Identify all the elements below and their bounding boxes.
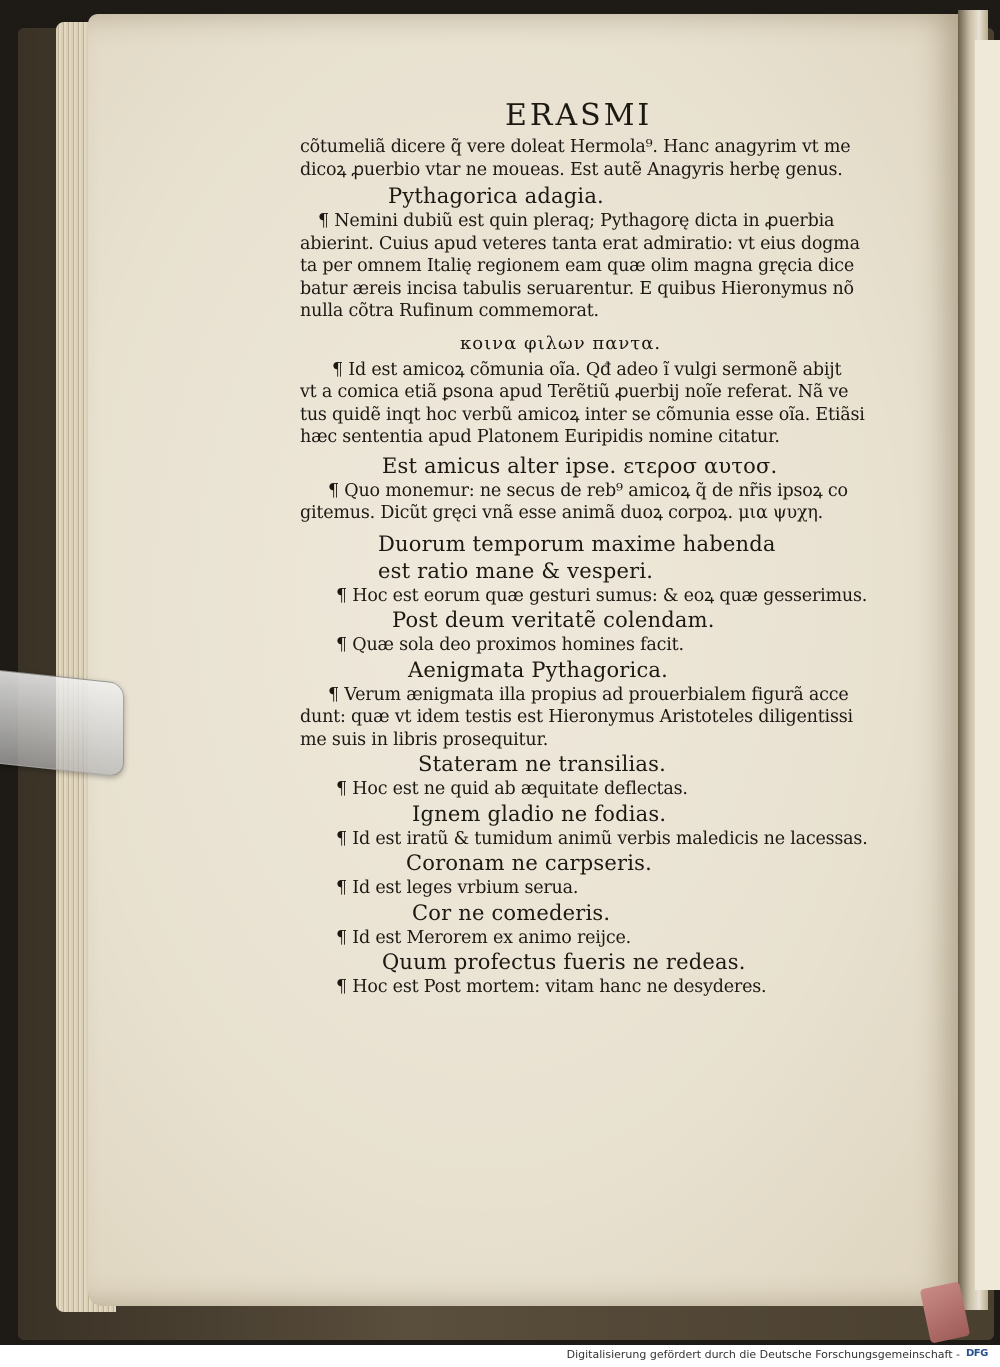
text-line: dicoꝝ ꝓuerbio vtar ne moueas. Est autẽ Anagyris herbę genus. [300, 159, 843, 180]
text-line: ¶ Id est Merorem ex animo reijce. [336, 927, 632, 948]
running-head: ERASMI [505, 98, 653, 133]
section-heading: Ignem gladio ne fodias. [412, 801, 667, 826]
section-heading: est ratio mane & vesperi. [378, 558, 654, 583]
text-line: ¶ Id est leges vrbium serua. [336, 878, 579, 898]
section-heading: Duorum temporum maxime habenda [378, 531, 776, 556]
text-line: gitemus. Dicũt gręci vnã esse animã duoꝝ corpoꝝ. μια ψυχη. [300, 503, 824, 523]
page-clip [0, 669, 124, 777]
greek-heading: κοινα φιλων παντα. [460, 332, 662, 354]
page-text [300, 96, 900, 999]
text-line: hæc sententia apud Platonem Euripidis nomine citatur. [300, 427, 780, 447]
text-line: vt a comica etiã ꝑsona apud Terẽtiũ ꝓuerbij noĩe referat. Nã ve [300, 382, 849, 402]
text-line: batur æreis incisa tabulis seruarentur. E quibus Hieronymus nõ [300, 278, 854, 299]
text-line: nulla cõtra Rufinum commemorat. [300, 301, 599, 321]
text-line: ¶ Id est iratũ & tumidum animũ verbis maledicis ne lacessas. [336, 828, 868, 849]
text-line: ¶ Quo monemur: ne secus de reb⁹ amicoꝝ q̃ de nr̃is ipsoꝝ co [328, 480, 848, 501]
text-line: cõtumeliã dicere q̃ vere doleat Hermola⁹. Hanc anagyrim vt me [300, 137, 851, 157]
text-line: abierint. Cuius apud veteres tanta erat admiratio: vt eius dogma [300, 233, 860, 254]
text-line: ¶ Hoc est eorum quæ gesturi sumus: & eoꝝ quæ gesserimus. [336, 585, 868, 606]
digitization-footer [0, 1345, 1000, 1367]
section-heading: Pythagorica adagia. [388, 184, 604, 208]
section-heading: Cor ne comederis. [412, 900, 611, 925]
section-heading: Stateram ne transilias. [418, 752, 667, 776]
text-line: me suis in libris prosequitur. [300, 729, 549, 750]
text-line: ta per omnem Italię regionem eam quæ olim magna gręcia dice [300, 256, 855, 276]
section-heading: Est amicus alter ipse. ετεροσ αυτοσ. [382, 453, 778, 478]
text-line: ¶ Verum ænigmata illa propius ad prouerbialem figurã acce [328, 684, 849, 705]
section-heading: Post deum veritatẽ colendam. [392, 608, 715, 632]
footer-credit: Digitalisierung gefördert durch die Deutsche Forschungsgemeinschaft - [566, 1348, 960, 1361]
text-line: ¶ Id est amicoꝝ cõmunia oĩa. Qđ adeo ĩ vulgi sermonẽ abijt [332, 359, 842, 380]
text-line: ¶ Hoc est ne quid ab æquitate deflectas. [336, 779, 688, 799]
text-line: ¶ Quæ sola deo proximos homines facit. [336, 635, 684, 655]
section-heading: Aenigmata Pythagorica. [408, 657, 669, 682]
dfg-logo-icon: DFG [966, 1348, 988, 1359]
text-line: ¶ Hoc est Post mortem: vitam hanc ne desyderes. [336, 977, 767, 997]
facing-page-edge [975, 40, 1000, 1290]
section-heading: Quum profectus fueris ne redeas. [382, 950, 746, 974]
section-heading: Coronam ne carpseris. [406, 851, 653, 875]
text-line: ¶ Nemini dubiũ est quin pleraq; Pythagorę dicta in ꝓuerbia [318, 211, 835, 231]
text-line: dunt: quæ vt idem testis est Hieronymus Aristoteles diligentissi [300, 707, 853, 727]
text-line: tus quidẽ inqt hoc verbũ amicoꝝ inter se cõmunia esse oĩa. Etiãsi [300, 404, 865, 425]
